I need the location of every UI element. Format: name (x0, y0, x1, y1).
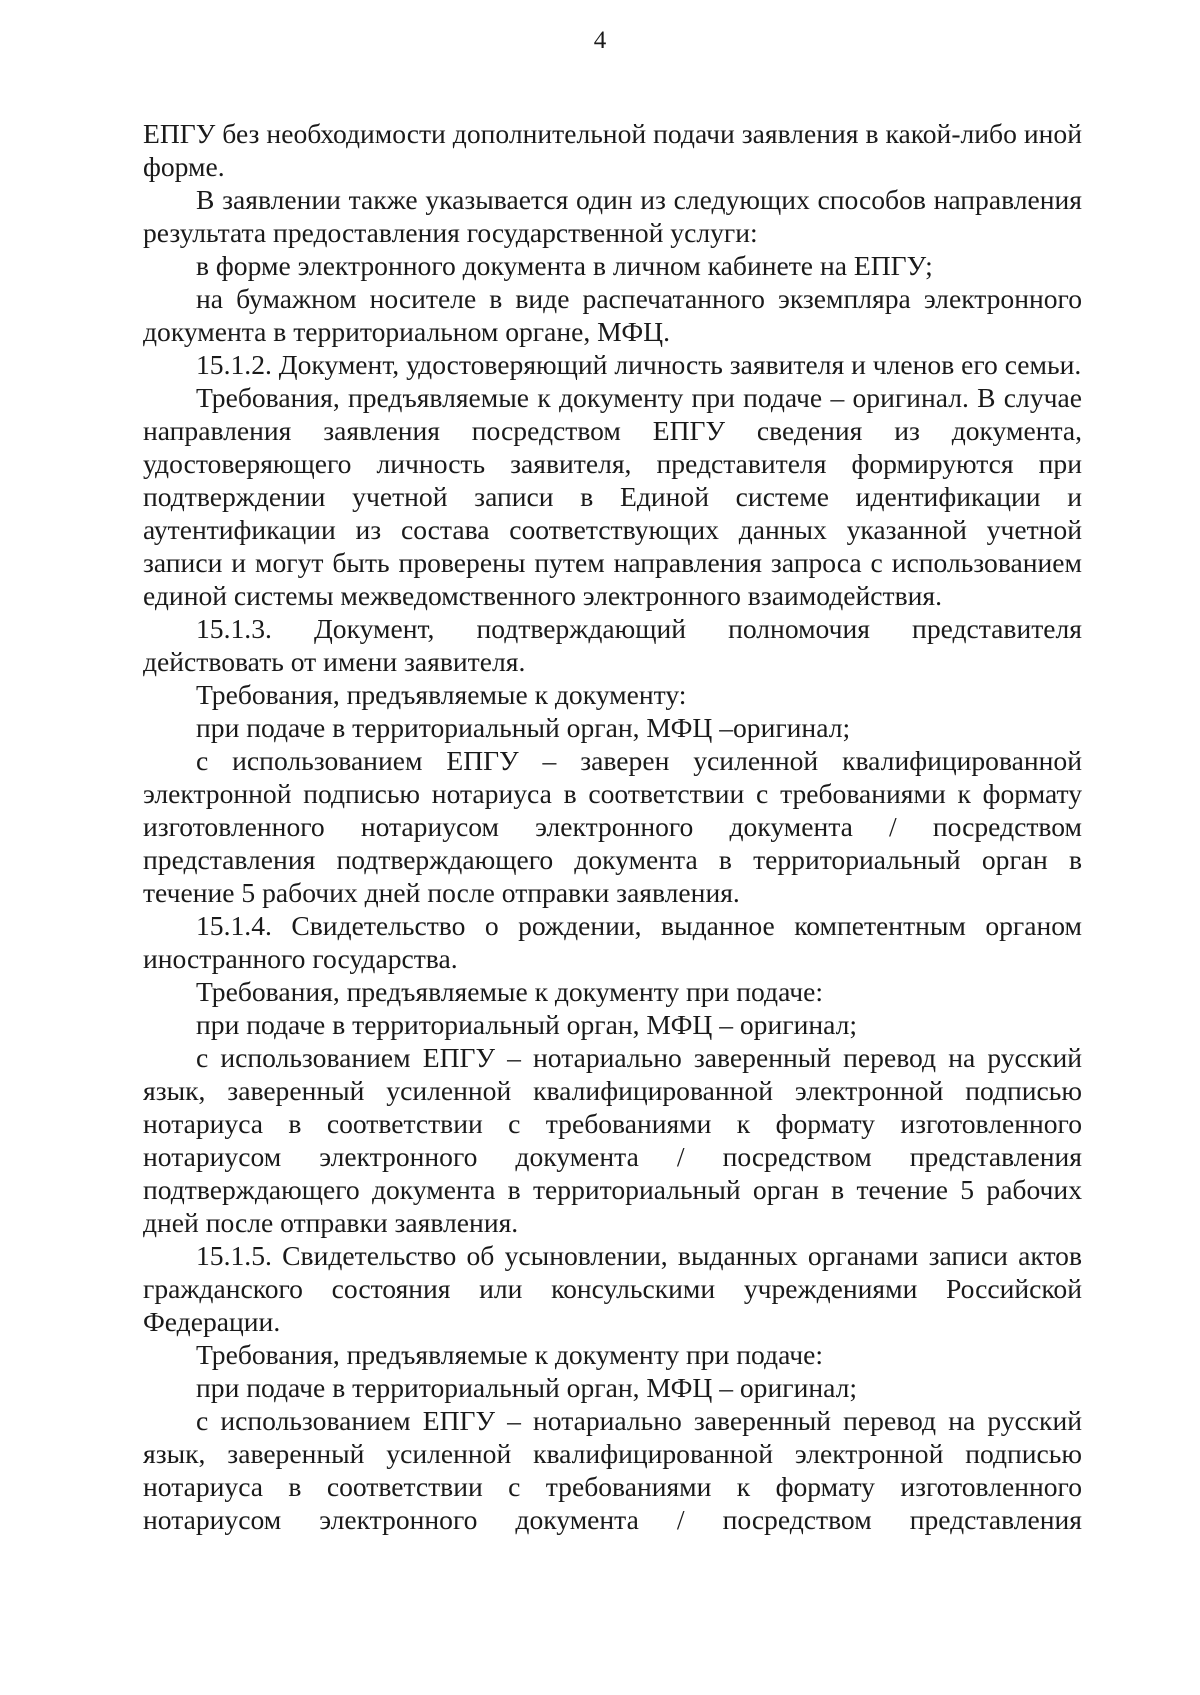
paragraph-section-15-1-5: 15.1.5. Свидетельство об усыновлении, выданных органами записи актов гражданского состояния или консульскими учреждениями Российской Федерации. (143, 1240, 1082, 1337)
paragraph-submit-office: при подаче в территориальный орган, МФЦ – оригинал; (196, 1372, 858, 1403)
paragraph-submit-office: при подаче в территориальный орган, МФЦ – оригинал; (196, 1009, 858, 1040)
paragraph-requirements-identity: Требования, предъявляемые к документу при подаче – оригинал. В случае направления заявления посредством ЕПГУ сведения из документа, удостоверяющего личность заявителя, представителя формируются при подтверждении учетной записи в Единой системе идентификации и аутентификации из состава соответствующих данных указанной учетной записи и могут быть проверены путем направления запроса с использованием единой системы межведомственного электронного взаимодействия. (143, 382, 1082, 611)
paragraph-submit-epgu: с использованием ЕПГУ – нотариально заверенный перевод на русский язык, заверенный усиленной квалифицированной электронной подписью нотариуса в соответствии с требованиями к формату изготовленного нотариусом электронного документа / посредством представления подтверждающего документа в территориальный орган в течение 5 рабочих дней после отправки заявления. (143, 1042, 1082, 1238)
paragraph-method-electronic: в форме электронного документа в личном кабинете на ЕПГУ; (196, 250, 933, 281)
paragraph-section-15-1-2: 15.1.2. Документ, удостоверяющий личность заявителя и членов его семьи. (196, 349, 1082, 380)
paragraph-requirements-heading: Требования, предъявляемые к документу: (196, 679, 687, 710)
paragraph-submit-office: при подаче в территориальный орган, МФЦ –оригинал; (196, 712, 851, 743)
paragraph-section-15-1-4: 15.1.4. Свидетельство о рождении, выданное компетентным органом иностранного государства. (143, 910, 1082, 974)
paragraph-result-methods: В заявлении также указывается один из следующих способов направления результата предоставления государственной услуги: (143, 184, 1082, 248)
paragraph-requirements-heading: Требования, предъявляемые к документу при подаче: (196, 1339, 824, 1370)
paragraph-method-paper: на бумажном носителе в виде распечатанного экземпляра электронного документа в территориальном органе, МФЦ. (143, 283, 1082, 347)
document-body (143, 117, 1082, 1536)
paragraph-submit-epgu: с использованием ЕПГУ – заверен усиленной квалифицированной электронной подписью нотариуса в соответствии с требованиями к формату изготовленного нотариусом электронного документа / посредством представления подтверждающего документа в территориальный орган в течение 5 рабочих дней после отправки заявления. (143, 745, 1082, 908)
paragraph-continuation: ЕПГУ без необходимости дополнительной подачи заявления в какой-либо иной форме. (143, 118, 1082, 182)
paragraph-section-15-1-3: 15.1.3. Документ, подтверждающий полномочия представителя действовать от имени заявителя. (143, 613, 1082, 677)
page-number: 4 (593, 27, 607, 54)
paragraph-requirements-heading: Требования, предъявляемые к документу при подаче: (196, 976, 824, 1007)
paragraph-submit-epgu: с использованием ЕПГУ – нотариально заверенный перевод на русский язык, заверенный усиленной квалифицированной электронной подписью нотариуса в соответствии с требованиями к формату изготовленного нотариусом электронного документа / посредством представления (143, 1405, 1082, 1535)
